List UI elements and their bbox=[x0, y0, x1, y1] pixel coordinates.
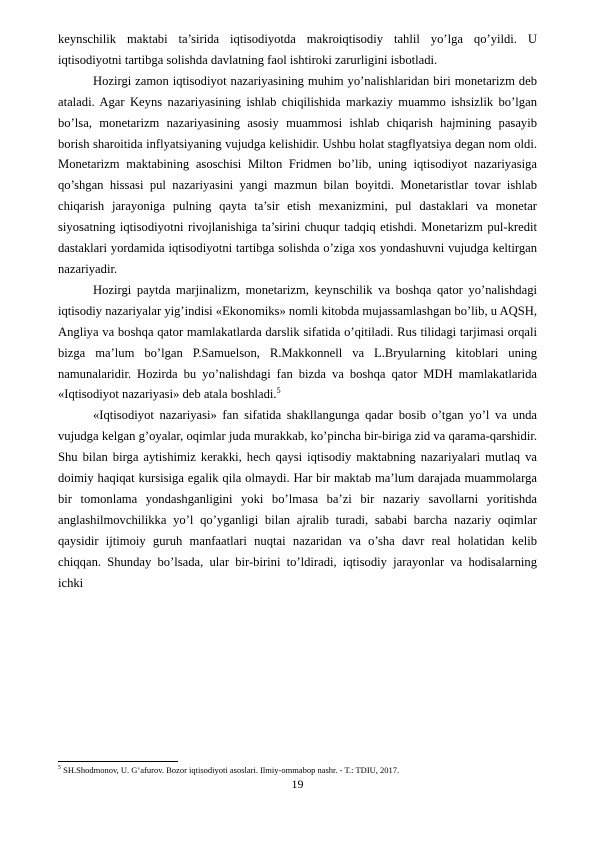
footnote-divider bbox=[58, 761, 178, 762]
footnote-reference[interactable]: 5 bbox=[276, 386, 281, 396]
footnote-text: SH.Shodmonov, U. G’afurov. Bozor iqtisodiyoti asoslari. Ilmiy-ommabop nashr. - T.: TDIU, 2017. bbox=[63, 765, 400, 775]
footnote-marker: 5 bbox=[58, 765, 61, 772]
paragraph-economics-book bbox=[58, 280, 537, 405]
paragraph-economic-theory: «Iqtisodiyot nazariyasi» fan sifatida shakllangunga qadar bosib o’tgan yo’l va unda vujudga kelgan g’oyalar, oqimlar juda murakkab, ko’pincha bir-biriga zid va qarama-qarshidir. Shu bilan birga aytishimiz kerakki, hech qaysi iqtisodiy maktabning nazariyalari mutlaq va doimiy haqiqat kursisiga egalik qila olmaydi. Har bir maktab ma’lum darajada muammolarga bir tomonlama yondashganligini yoki bo’lmasa ba’zi bir nazariy savollarni yoritishda anglashilmovchilikka yo’l qo’yganligi bilan ajralib turadi, sababi barcha nazariy oqimlar qaysidir ijtimoiy guruh manfaatlari nuqtai nazaridan va o’sha davr real holatidan kelib chiqqan. Shunday bo’lsada, ular bir-birini to’ldiradi, iqtisodiy jarayonlar va hodisalarning ichki bbox=[58, 408, 537, 590]
page-number: 19 bbox=[291, 777, 304, 791]
paragraph-monetarism: Hozirgi zamon iqtisodiyot nazariyasining muhim yo’nalishlaridan biri monetarizm deb ataladi. Agar Keyns nazariyasining ishlab chiqilishida markaziy muammo ishsizlik bo’lgan bo’lsa, monetarizm nazariyasining asosiy muammosi ishlab chiqarish hajmining pasayib borish sharoitida inflyatsiyaning vujudga kelishidir. Ushbu holat stagflyatsiya degan nom oldi. Monetarizm maktabining asoschisi Milton Fridmen bo’lib, uning iqtisodiyot nazariyasiga qo’shgan hissasi pul nazariyasini yangi mazmun bilan boyitdi. Monetaristlar tovar ishlab chiqarish jarayoniga pulning qayta ta’sir etish mexanizmini, pul dastaklari va monetar siyosatning iqtisodiyotni rivojlanishiga ta’sirini chuqur tadqiq etishdi. Monetarizm pul-kredit dastaklari yordamida iqtisodiyotni tartibga solishda o’ziga xos yondashuvni vujudga keltirgan nazariyadir. bbox=[58, 73, 537, 276]
paragraph-continuation: keynschilik maktabi ta’sirida iqtisodiyotda makroiqtisodiy tahlil yo’lga qo’yildi. U iqtisodiyotni tartibga solishda davlatning faol ishtiroki zarurligini isbotladi. bbox=[58, 32, 537, 67]
footnote bbox=[58, 765, 537, 776]
body-text bbox=[58, 29, 537, 593]
paragraph-economics-book-text: Hozirgi paytda marjinalizm, monetarizm, keynschilik va boshqa qator yo’nalishdagi iqtisodiy nazariyalar yig’indisi «Ekonomiks» nomli kitobda mujassamlashgan bo’lib, u AQSH, Angliya va boshqa qator mamlakatlarda darslik sifatida o’qitiladi. Rus tilidagi tarjimasi orqali bizga ma’lum bo’lgan P.Samuelson, R.Makkonnell va L.Bryularning kitoblari uning namunalaridir. Hozirda bu yo’nalishdagi fan bizda va boshqa qator MDH mamlakatlarida «Iqtisodiyot nazariyasi» deb atala boshladi. bbox=[58, 282, 537, 402]
